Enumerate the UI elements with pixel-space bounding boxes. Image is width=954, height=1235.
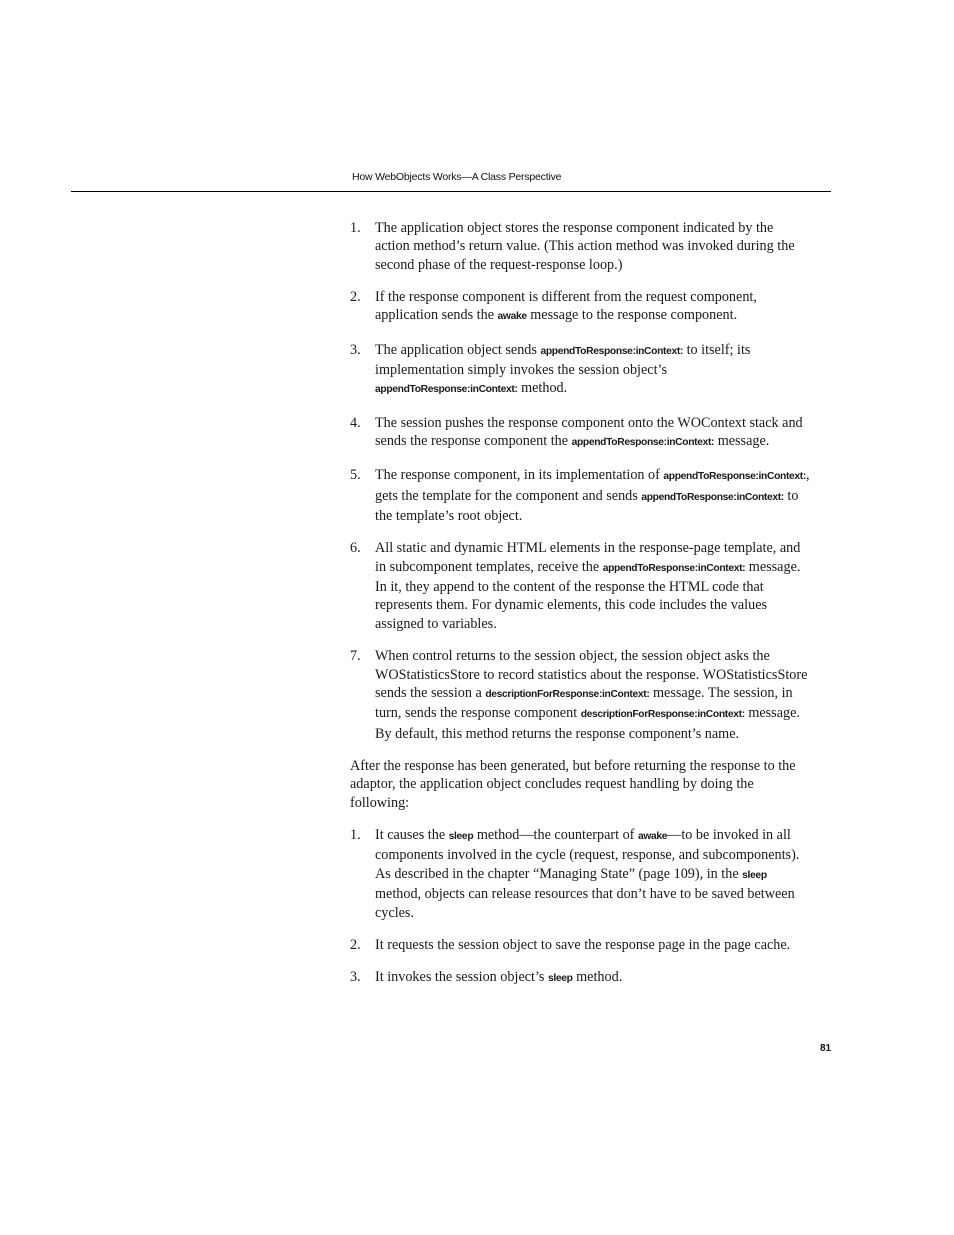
list-item [350, 539, 810, 633]
code-term: appendToResponse:inContext: [641, 491, 784, 503]
code-term: appendToResponse:inContext: [375, 384, 518, 396]
list-item-text: It causes the [375, 826, 449, 843]
code-term: descriptionForResponse:inContext: [580, 709, 745, 721]
code-term: appendToResponse:inContext: [602, 562, 746, 574]
code-term: sleep [448, 830, 474, 842]
list-item-number: 5. [350, 467, 361, 484]
list-item [350, 288, 810, 327]
code-term: appendToResponse:inContext: [540, 345, 684, 357]
list-item-text: —to be invoked in all components involved in the cycle (request, response, and subcomponents). As described in the chapter “Managing State” (page 109), in the [375, 826, 800, 882]
code-term: awake [497, 311, 527, 323]
list-item-text: The session pushes the response component onto the WOContext stack and sends the response component the [375, 414, 803, 450]
list-item-text: When control returns to the session object, the session object asks the WOStatisticsStore to record statistics about the response. WOStatisticsStore sends the session a [375, 648, 808, 701]
list-item [350, 219, 810, 274]
list-item [350, 414, 810, 453]
code-term: appendToResponse:inContext: [663, 471, 806, 483]
list-item-text: , gets the template for the component and sends [375, 467, 810, 504]
list-item-number: 3. [350, 968, 361, 985]
code-term: appendToResponse:inContext: [571, 437, 715, 449]
page-body [350, 219, 810, 1002]
conclusion-steps-list [350, 826, 810, 988]
code-term: sleep [742, 869, 767, 881]
list-item-number: 2. [350, 289, 361, 306]
header-rule [71, 191, 831, 192]
code-term: sleep [548, 972, 573, 984]
list-item-number: 6. [350, 540, 361, 557]
list-item-text: method. [517, 380, 568, 397]
list-item-number: 2. [350, 936, 361, 953]
list-item [350, 968, 810, 988]
list-item-text: message. The session, in turn, sends the response component [375, 684, 793, 722]
list-item-text: The response component, in its implementation of [375, 467, 664, 484]
list-item [350, 826, 810, 922]
list-item-text: method, objects can release resources that don’t have to be saved between cycles. [375, 886, 795, 921]
list-item-number: 7. [350, 648, 361, 665]
list-item-number: 1. [350, 220, 361, 236]
list-item [350, 341, 810, 400]
list-item-text: It requests the session object to save the response page in the page cache. [375, 936, 791, 953]
list-item-number: 4. [350, 414, 361, 431]
list-item-text: The application object stores the response component indicated by the action method’s return value. (This action method was invoked during the second phase of the request-response loop.) [375, 220, 795, 273]
list-item [350, 647, 810, 743]
list-item-number: 1. [350, 826, 361, 843]
list-item-text: method—the counterpart of [473, 826, 638, 843]
list-item-text: It invokes the session object’s [375, 968, 548, 985]
list-item-text: to itself; its implementation simply invokes the session object’s [375, 341, 751, 379]
list-item-text: message. [714, 433, 770, 450]
body-paragraph: After the response has been generated, but before returning the response to the adaptor, the application object concludes request handling by doing the following: [350, 757, 796, 811]
running-header: How WebObjects Works—A Class Perspective [352, 171, 562, 183]
code-term: descriptionForResponse:inContext: [485, 688, 650, 700]
list-item-number: 3. [350, 341, 361, 358]
list-item-text: If the response component is different from the request component, application sends the [375, 289, 757, 324]
list-item-text: message to the response component. [526, 307, 738, 324]
list-item-text: The application object sends [375, 341, 541, 358]
page-number: 81 [820, 1043, 832, 1054]
list-item-text: message. In it, they append to the content of the response the HTML code that represents them. For dynamic elements, this code includes the values assigned to variables. [375, 558, 801, 632]
code-term: awake [637, 830, 668, 842]
list-item [350, 936, 810, 954]
response-steps-list [350, 219, 810, 743]
list-item-text: method. [572, 968, 623, 985]
list-item [350, 466, 810, 525]
list-item-text: All static and dynamic HTML elements in the response-page template, and in subcomponent templates, receive the [375, 540, 801, 575]
list-item-text: to the template’s root object. [375, 487, 799, 525]
list-item-text: message. By default, this method returns the response component’s name. [375, 705, 800, 742]
